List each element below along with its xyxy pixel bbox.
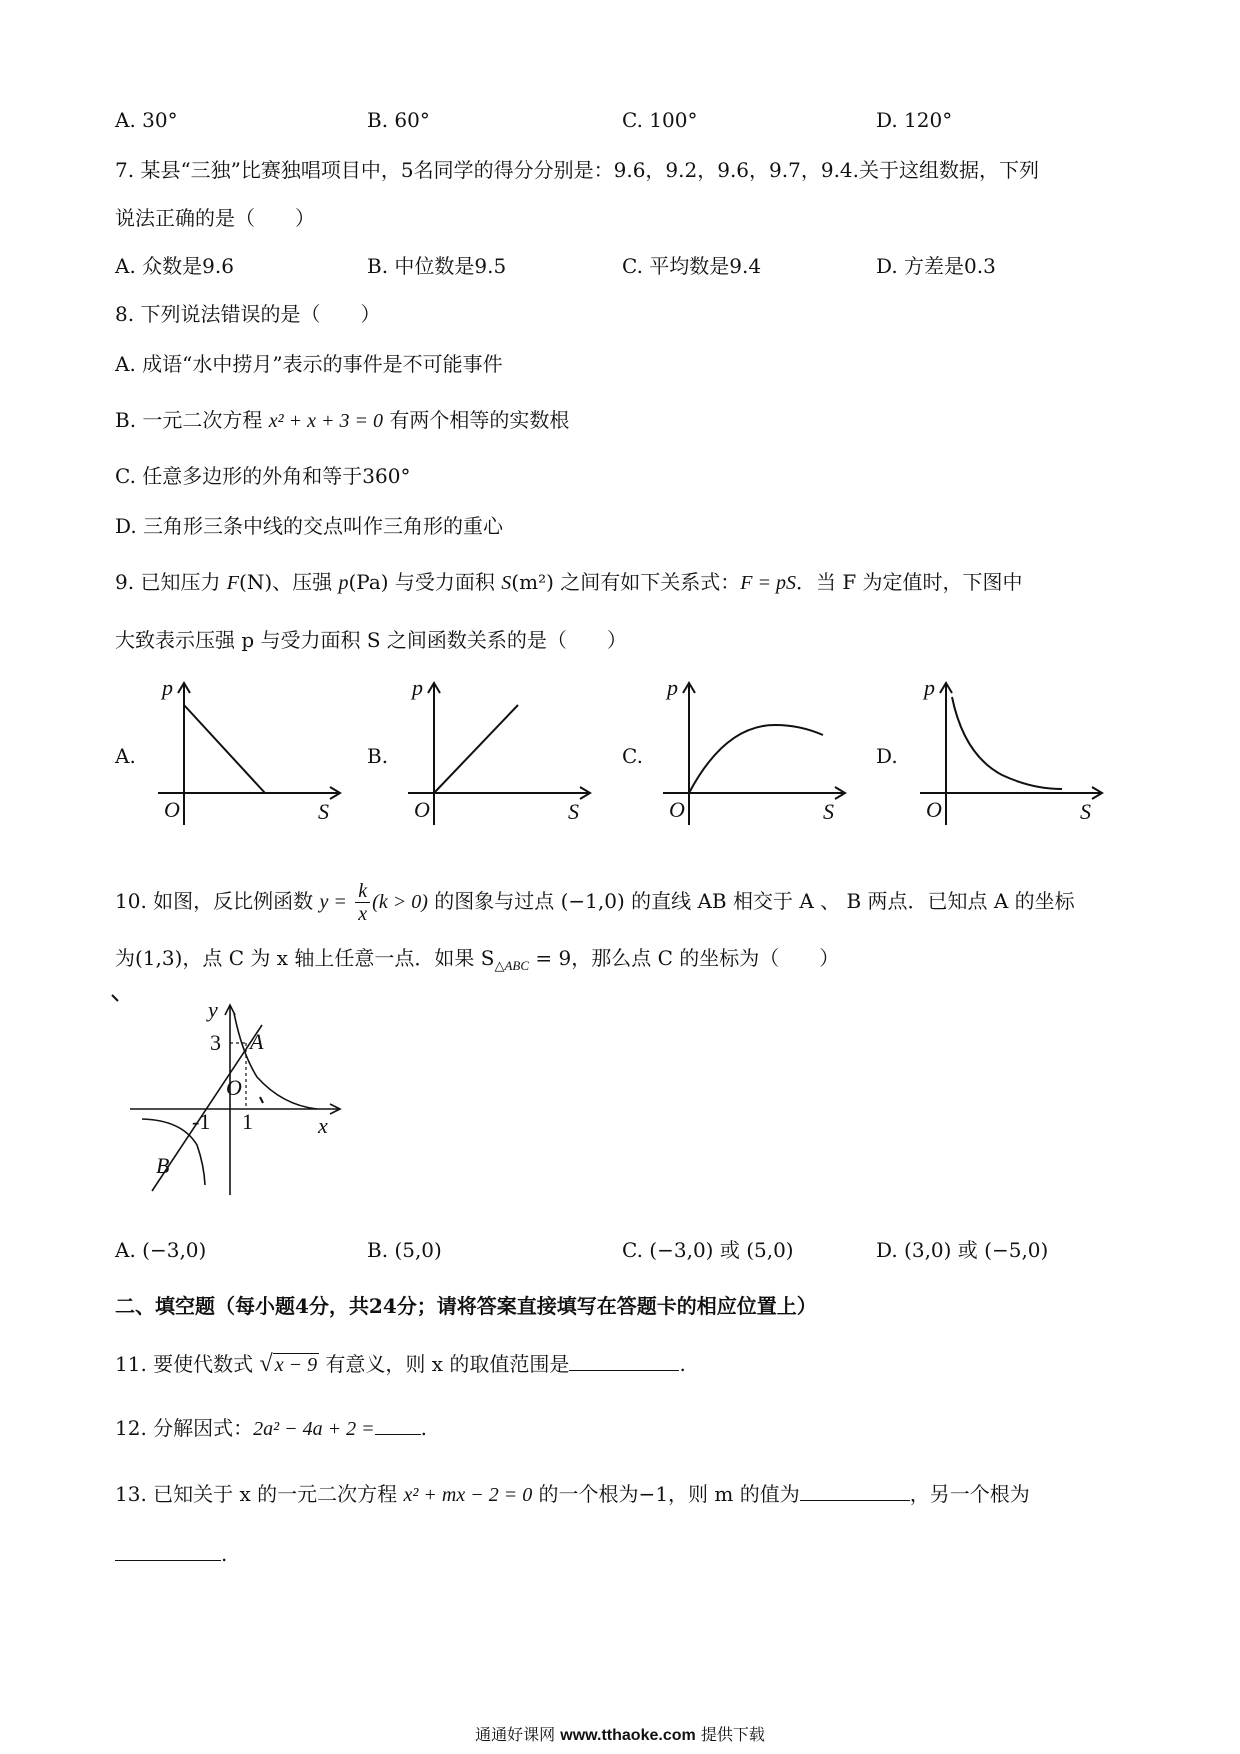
- q13-end: .: [221, 1542, 228, 1566]
- q9-graph-c-p: p: [667, 675, 678, 700]
- q7-option-b: B. 中位数是9.5: [367, 254, 507, 278]
- footer-url[interactable]: www.tthaoke.com: [560, 1727, 696, 1744]
- footer: [0, 1722, 1240, 1745]
- q10-fig-y: y: [208, 997, 218, 1022]
- q9-text-a: 9. 已知压力: [115, 570, 227, 594]
- q13-mid2: ，另一个根为: [909, 1482, 1030, 1506]
- section-2-heading: 二、填空题（每小题4分，共24分；请将答案直接填写在答题卡的相应位置上）: [115, 1294, 817, 1318]
- q8-option-c: C. 任意多边形的外角和等于360°: [115, 464, 411, 488]
- q10-fig-x: x: [318, 1113, 328, 1138]
- q9-graph-d-s: S: [1080, 799, 1091, 824]
- footer-download: 提供下载: [700, 1725, 765, 1744]
- q8-option-d: D. 三角形三条中线的交点叫作三角形的重心: [115, 514, 504, 538]
- q9-var-S: S: [501, 572, 512, 594]
- q11-end: .: [679, 1352, 686, 1376]
- q10-fig-neg1: -1: [192, 1109, 211, 1134]
- q9-graph-d: [912, 675, 1112, 830]
- footer-site-name: 通通好课网: [475, 1725, 556, 1744]
- q9-var-p: p: [338, 572, 349, 594]
- q10-option-c: C. (−3,0) 或 (5,0): [622, 1238, 794, 1262]
- q10-option-a: A. (−3,0): [115, 1238, 207, 1262]
- q13-mid: 的一个根为−1，则 m 的值为: [532, 1482, 800, 1506]
- q10-fig-3: 3: [210, 1030, 221, 1055]
- q6-option-d: D. 120°: [876, 108, 953, 132]
- q12: [115, 1414, 427, 1443]
- q9-graph-d-o: O: [926, 797, 942, 822]
- q13-blank-root[interactable]: [115, 1540, 221, 1561]
- q10-stem-line2: [115, 944, 839, 980]
- q13-line2: [115, 1540, 227, 1568]
- q9-graph-b-label: B.: [367, 744, 389, 768]
- q11-pre: 11. 要使代数式: [115, 1352, 260, 1376]
- q10-text-a: 10. 如图，反比例函数: [115, 889, 320, 913]
- q11-radical: √ x − 9: [259, 1351, 318, 1377]
- q7-option-a: A. 众数是9.6: [115, 254, 234, 278]
- q9-stem-line2: 大致表示压强 p 与受力面积 S 之间函数关系的是（ ）: [115, 628, 627, 652]
- q12-expr: 2a² − 4a + 2 =: [253, 1418, 375, 1440]
- q9-var-F: F: [226, 572, 240, 594]
- q11-post: 有意义，则 x 的取值范围是: [319, 1352, 570, 1376]
- q9-graph-a-o: O: [164, 797, 180, 822]
- q10-text-c: 为(1,3)，点 C 为 x 轴上任意一点．如果 S: [115, 946, 495, 970]
- q9-graph-d-label: D.: [876, 744, 898, 768]
- q9-equation: F = pS: [740, 572, 796, 594]
- q10-text-d: = 9，那么点 C 的坐标为（ ）: [529, 946, 840, 970]
- q12-blank[interactable]: [375, 1414, 421, 1435]
- q13-pre: 13. 已知关于 x 的一元二次方程: [115, 1482, 404, 1506]
- q10-text-b: 的图象与过点 (−1,0) 的直线 AB 相交于 A 、 B 两点．已知点 A 的坐标: [427, 889, 1075, 913]
- q6-option-c: C. 100°: [622, 108, 698, 132]
- q9-text-b: (N)、压强: [239, 570, 339, 594]
- q10-sub-abc: △ABC: [494, 958, 530, 973]
- q6-option-a: A. 30°: [115, 108, 178, 132]
- q9-graph-b-o: O: [414, 797, 430, 822]
- q13-line1: [115, 1480, 1030, 1509]
- q10-fig-O: O: [226, 1075, 242, 1100]
- q10-y-eq: y =: [319, 891, 347, 913]
- q9-graph-d-p: p: [924, 675, 935, 700]
- q11: [115, 1350, 686, 1379]
- q7-stem-line2: 说法正确的是（ ）: [115, 206, 315, 230]
- q12-pre: 12. 分解因式：: [115, 1416, 254, 1440]
- q9-graph-b-s: S: [568, 799, 579, 824]
- q10-condition: (k > 0): [372, 891, 428, 913]
- q13-blank-m[interactable]: [800, 1480, 910, 1501]
- q12-end: .: [420, 1416, 428, 1440]
- q8-b-post: 有两个相等的实数根: [383, 408, 570, 432]
- q10-fig-A: A: [250, 1029, 264, 1054]
- q7-option-c: C. 平均数是9.4: [622, 254, 762, 278]
- q9-graph-a: [150, 675, 350, 830]
- q9-graph-b: [400, 675, 600, 830]
- q9-graph-a-s: S: [318, 799, 329, 824]
- q9-graph-c-s: S: [823, 799, 834, 824]
- q9-graph-b-p: p: [412, 675, 423, 700]
- q9-graph-c-o: O: [669, 797, 685, 822]
- q9-text-c: (Pa) 与受力面积: [348, 570, 502, 594]
- q7-stem-line1: 7. 某县“三独”比赛独唱项目中，5名同学的得分分别是：9.6，9.2，9.6，9.7，9.4.关于这组数据，下列: [115, 158, 1040, 182]
- q10-figure: [112, 995, 352, 1200]
- q10-fraction: [355, 880, 370, 925]
- q6-option-b: B. 60°: [367, 108, 430, 132]
- q8-stem: 8. 下列说法错误的是（ ）: [115, 302, 381, 326]
- q10-fig-1: 1: [242, 1109, 253, 1134]
- q10-stem-line1: [115, 880, 1075, 925]
- q9-text-e: ．当 F 为定值时，下图中: [795, 570, 1023, 594]
- q9-graph-c-label: C.: [622, 744, 643, 768]
- q8-b-math: x² + x + 3 = 0: [268, 410, 384, 432]
- q9-stem-line1: [115, 568, 1023, 597]
- q10-option-d: D. (3,0) 或 (−5,0): [876, 1238, 1049, 1262]
- q11-radicand: x − 9: [274, 1354, 318, 1376]
- q10-frac-k: k: [355, 880, 370, 903]
- q11-blank[interactable]: [569, 1350, 679, 1371]
- q10-fig-B: B: [156, 1153, 170, 1178]
- q9-graph-c: [655, 675, 855, 830]
- q9-graph-a-p: p: [162, 675, 173, 700]
- q7-option-d: D. 方差是0.3: [876, 254, 996, 278]
- q8-option-a: A. 成语“水中捞月”表示的事件是不可能事件: [115, 352, 503, 376]
- q9-graph-a-label: A.: [115, 744, 136, 768]
- q8-b-pre: B. 一元二次方程: [115, 408, 269, 432]
- q13-eq: x² + mx − 2 = 0: [403, 1484, 533, 1506]
- q8-option-b: [115, 406, 569, 435]
- q9-text-d: (m²) 之间有如下关系式：: [511, 570, 741, 594]
- q10-option-b: B. (5,0): [367, 1238, 442, 1262]
- q10-frac-x: x: [358, 903, 368, 925]
